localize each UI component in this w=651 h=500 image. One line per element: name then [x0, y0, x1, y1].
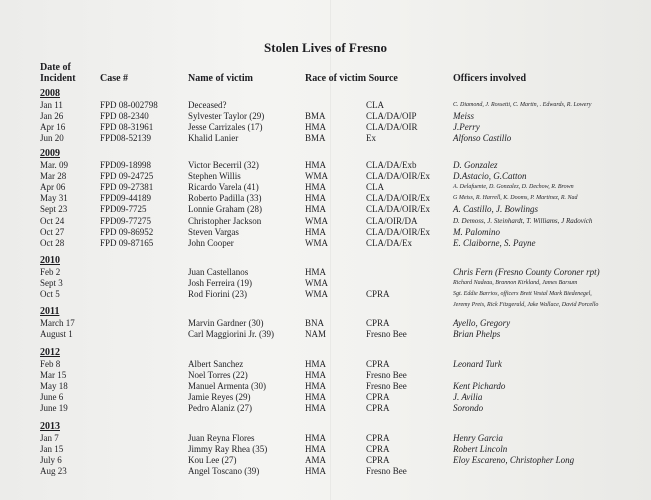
incident-date: Oct 5 — [40, 289, 60, 300]
victim-race: NAM — [305, 329, 327, 340]
victim-race: WMA — [305, 237, 328, 248]
table-row — [0, 133, 651, 144]
case-number: FPD 09-24725 — [100, 171, 154, 182]
table-row — [0, 122, 651, 133]
officers-involved: Robert Lincoln — [453, 444, 508, 455]
officers-involved: Meiss — [453, 111, 474, 122]
year-heading: 2010 — [40, 255, 60, 266]
victim-name: Juan Reyna Flores — [188, 433, 255, 443]
incident-date: August 1 — [40, 329, 73, 340]
victim-race: HMA — [305, 267, 327, 277]
victim-name: Deceased? — [188, 100, 227, 110]
victim-name: Rod Fiorini (23) — [188, 289, 248, 300]
incident-date: Apr 06 — [40, 182, 66, 193]
case-number: FPD09-44189 — [100, 193, 152, 204]
incident-date: Jan 26 — [40, 111, 64, 122]
year-heading: 2013 — [40, 421, 60, 432]
victim-name: Pedro Alaniz (27) — [188, 403, 252, 414]
officers-involved: A. Castillo, J. Bowlings — [453, 204, 539, 215]
incident-date: Jun 20 — [40, 133, 64, 144]
victim-name: Juan Castellanos — [188, 267, 249, 277]
source: CLA — [366, 100, 384, 110]
victim-race: WMA — [305, 289, 328, 300]
victim-race: HMA — [305, 226, 327, 237]
incident-date: Apr 16 — [40, 122, 66, 133]
victim-name: Ricardo Varela (41) — [188, 182, 259, 193]
incident-date: Jan 15 — [40, 444, 64, 455]
source: CPRA — [366, 289, 390, 300]
table-row — [0, 329, 651, 340]
source: CLA/DA/OIR/Ex — [366, 226, 430, 237]
officers-involved: D. Gonzalez — [453, 160, 498, 170]
victim-name: Lonnie Graham (28) — [188, 204, 262, 215]
table-row — [0, 433, 651, 444]
header-date-line1: Date of — [40, 62, 71, 73]
source: CPRA — [366, 433, 390, 443]
case-number: FPD08-52139 — [100, 133, 152, 144]
incident-date: June 19 — [40, 403, 68, 414]
victim-race: HMA — [305, 359, 327, 369]
victim-race: BNA — [305, 318, 325, 328]
victim-name: Carl Maggiorini Jr. (39) — [188, 329, 274, 340]
table-row — [0, 466, 651, 477]
source: Fresno Bee — [366, 329, 407, 340]
source: CPRA — [366, 403, 390, 414]
victim-name: Angel Toscano (39) — [188, 466, 260, 477]
table-row — [0, 455, 651, 466]
incident-date: Feb 8 — [40, 359, 61, 369]
victim-name: Jesse Carrizales (17) — [188, 122, 263, 133]
table-row — [0, 193, 651, 204]
officers-involved: Henry Garcia — [453, 433, 503, 443]
victim-race: AMA — [305, 455, 327, 466]
case-number: FPD 08-2340 — [100, 111, 149, 122]
table-row — [0, 267, 651, 278]
incident-date: Mar. 09 — [40, 160, 68, 170]
officers-involved: Ayello, Gregory — [453, 318, 511, 328]
victim-name: Stephen Willis — [188, 171, 241, 182]
case-number: FPD 08-31961 — [100, 122, 154, 133]
table-row — [0, 227, 651, 238]
victim-race: HMA — [305, 370, 327, 381]
source: CPRA — [366, 359, 390, 369]
incident-date: May 18 — [40, 381, 68, 392]
year-heading: 2011 — [40, 306, 60, 317]
officers-involved: Sorondo — [453, 403, 484, 414]
table-row — [0, 444, 651, 455]
document-title: Stolen Lives of Fresno — [264, 40, 387, 55]
incident-date: Mar 15 — [40, 370, 67, 381]
table-row — [0, 289, 651, 300]
officers-involved: D.Astacio, G.Catton — [453, 171, 527, 182]
incident-date: Jan 11 — [40, 100, 63, 110]
officers-involved: Leonard Turk — [453, 359, 502, 369]
victim-name: Steven Vargas — [188, 226, 239, 237]
victim-name: Roberto Padilla (33) — [188, 193, 262, 204]
case-number: FPD 09-87165 — [100, 237, 154, 248]
source: CPRA — [366, 444, 390, 455]
officers-involved: J. Avilia — [453, 392, 483, 403]
case-number: FPD 08-002798 — [100, 100, 158, 110]
source: Fresno Bee — [366, 370, 407, 381]
officers-involved: A. Delafuente, D. Gonzalez, D. Dechow, R. Brown — [453, 184, 574, 191]
victim-race: HMA — [305, 182, 327, 193]
incident-date: Sept 3 — [40, 278, 63, 289]
victim-name: Noel Torres (22) — [188, 370, 248, 381]
case-number: FPD 09-27381 — [100, 182, 154, 193]
header-case: Case # — [100, 73, 129, 84]
officers-involved: Jeremy Preis, Rick Fitzgerald, Jake Wallace, David Porcello — [453, 302, 599, 309]
header-race-source: Race of victim Source — [305, 73, 398, 84]
table-row — [0, 171, 651, 182]
incident-date: Oct 24 — [40, 215, 65, 226]
header-date-line2: Incident — [40, 73, 76, 84]
officers-involved: Kent Pichardo — [453, 381, 506, 392]
table-row — [0, 300, 651, 311]
victim-name: John Cooper — [188, 237, 234, 248]
victim-name: Josh Ferreira (19) — [188, 278, 252, 289]
victim-race: BMA — [305, 133, 326, 144]
source: CLA/DA/OIR/Ex — [366, 171, 430, 182]
victim-name: Victor Becerril (32) — [188, 160, 259, 170]
incident-date: Feb 2 — [40, 267, 61, 277]
victim-race: WMA — [305, 171, 328, 182]
source: CLA/DA/OIR — [366, 122, 418, 133]
victim-name: Jimmy Ray Rhea (35) — [188, 444, 268, 455]
officers-involved: M. Palomino — [453, 226, 500, 237]
officers-involved: Richard Nadeau, Brannon Kirkland, James Barsum — [453, 280, 578, 287]
table-row — [0, 204, 651, 215]
officers-involved: Eloy Escareno, Christopher Long — [453, 455, 575, 466]
victim-race: WMA — [305, 215, 328, 226]
officers-involved: J.Perry — [453, 122, 480, 133]
table-row — [0, 278, 651, 289]
source: CLA/DA/OIP — [366, 111, 417, 122]
officers-involved: E. Claiborne, S. Payne — [453, 237, 536, 248]
source: CLA — [366, 182, 384, 193]
table-row — [0, 111, 651, 122]
source: CLA/DA/OIR/Ex — [366, 204, 430, 215]
incident-date: Mar 28 — [40, 171, 67, 182]
victim-race: WMA — [305, 278, 328, 289]
victim-name: Khalid Lanier — [188, 133, 239, 144]
table-row — [0, 160, 651, 171]
incident-date: Aug 23 — [40, 466, 67, 477]
victim-name: Manuel Armenta (30) — [188, 381, 266, 392]
officers-involved: C. Diamond, J. Rossetti, C. Martin, . Edwards, R. Lowery — [453, 102, 592, 108]
table-row — [0, 318, 651, 329]
source: CPRA — [366, 455, 390, 466]
incident-date: Jan 7 — [40, 433, 59, 443]
victim-race: HMA — [305, 466, 327, 477]
victim-name: Sylvester Taylor (29) — [188, 111, 265, 122]
victim-name: Jamie Reyes (29) — [188, 392, 251, 403]
source: CPRA — [366, 318, 390, 328]
table-row — [0, 359, 651, 370]
officers-involved: D. Demoss, J. Steinhardt, T. Williams, J Radovich — [453, 216, 593, 225]
victim-race: BMA — [305, 111, 326, 122]
table-row — [0, 403, 651, 414]
year-heading: 2009 — [40, 148, 60, 159]
victim-name: Albert Sanchez — [188, 359, 244, 369]
table-row — [0, 100, 651, 111]
source: Fresno Bee — [366, 381, 407, 392]
victim-race: HMA — [305, 433, 327, 443]
case-number: FPD09-7725 — [100, 204, 147, 215]
source: Ex — [366, 133, 376, 144]
incident-date: Sept 23 — [40, 204, 68, 215]
header-officers: Officers involved — [453, 73, 527, 84]
victim-name: Christopher Jackson — [188, 215, 262, 226]
victim-race: HMA — [305, 444, 327, 455]
incident-date: Oct 27 — [40, 226, 65, 237]
incident-date: May 31 — [40, 193, 68, 204]
source: CPRA — [366, 392, 390, 403]
table-row — [0, 182, 651, 193]
officers-involved: Sgt. Eddie Barrios, officers Brett Vestal Mark Biedenegel, — [453, 291, 592, 298]
victim-race: HMA — [305, 392, 327, 403]
year-heading: 2008 — [40, 88, 60, 99]
case-number: FPD09-18998 — [100, 160, 152, 170]
source: Fresno Bee — [366, 466, 407, 477]
victim-race: HMA — [305, 122, 327, 133]
table-row — [0, 216, 651, 227]
victim-race: HMA — [305, 160, 327, 170]
officers-involved: G Meiss, R. Harrell, K. Dooms, P. Martinez, R. Nad — [453, 195, 578, 202]
table-row — [0, 238, 651, 249]
case-number: FPD09-77275 — [100, 215, 152, 226]
table-row — [0, 392, 651, 403]
incident-date: July 6 — [40, 455, 62, 466]
incident-date: June 6 — [40, 392, 64, 403]
victim-race: HMA — [305, 403, 327, 414]
officers-involved: Chris Fern (Fresno County Coroner rpt) — [453, 267, 600, 277]
year-heading: 2012 — [40, 347, 60, 358]
victim-name: Marvin Gardner (30) — [188, 318, 264, 328]
header-name: Name of victim — [188, 73, 253, 84]
source: CLA/DA/Exb — [366, 160, 417, 170]
table-row — [0, 381, 651, 392]
source: CLA/DA/Ex — [366, 237, 412, 248]
source: CLA/DA/OIR/Ex — [366, 193, 430, 204]
victim-race: HMA — [305, 204, 327, 215]
victim-race: HMA — [305, 381, 327, 392]
incident-date: Oct 28 — [40, 237, 65, 248]
victim-name: Kou Lee (27) — [188, 455, 237, 466]
officers-involved: Brian Phelps — [453, 329, 501, 340]
source: CLA/OIR/DA — [366, 215, 418, 226]
case-number: FPD 09-86952 — [100, 226, 154, 237]
table-row — [0, 370, 651, 381]
incident-date: March 17 — [40, 318, 75, 328]
officers-involved: Alfonso Castillo — [453, 133, 512, 144]
victim-race: HMA — [305, 193, 327, 204]
